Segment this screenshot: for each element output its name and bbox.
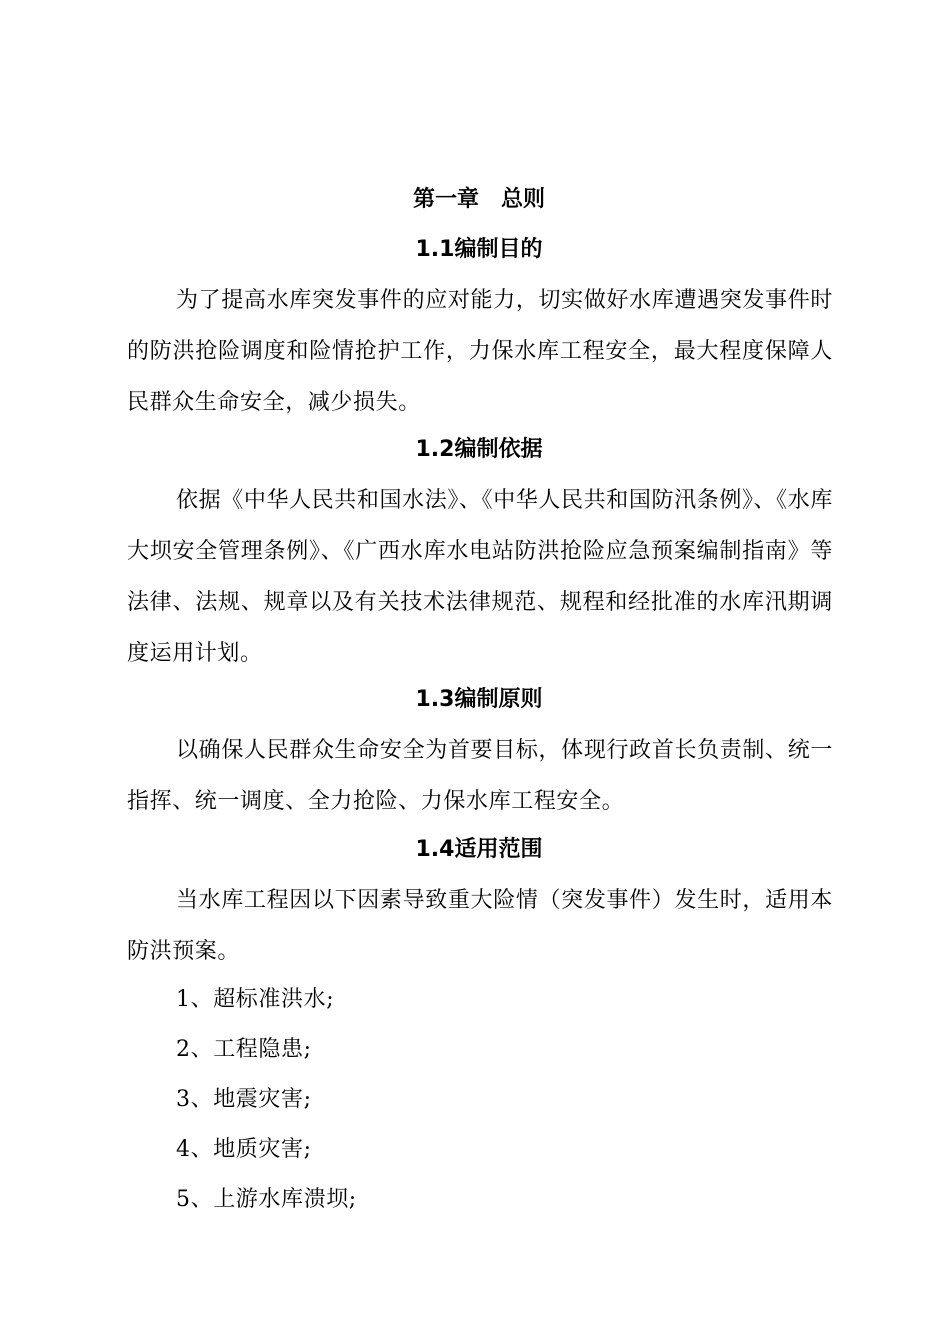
list-item: 2、工程隐患;: [176, 1037, 312, 1062]
section-paragraph-1-3: 以确保人民群众生命安全为首要目标，体现行政首长负责制、统一指挥、统一调度、全力抢险、力保水库工程安全。: [127, 738, 833, 814]
list-item: 4、地质灾害;: [176, 1137, 312, 1162]
list-item: 5、上游水库溃坝;: [176, 1187, 357, 1212]
list-item: 1、超标准洪水;: [176, 987, 335, 1012]
section-heading-1-3: 1.3编制原则: [415, 687, 543, 712]
list-item: 3、地震灾害;: [176, 1087, 312, 1112]
chapter-title: 第一章 总则: [412, 187, 545, 212]
section-paragraph-1-2: 依据《中华人民共和国水法》、《中华人民共和国防汛条例》、《水库大坝安全管理条例》、《广西水库水电站防洪抢险应急预案编制指南》等法律、法规、规章以及有关技术法律规范、规程和经批准的水库汛期调度运用计划。: [127, 488, 833, 666]
section-paragraph-1-4: 当水库工程因以下因素导致重大险情（突发事件）发生时，适用本防洪预案。: [127, 888, 833, 964]
section-heading-1-4: 1.4适用范围: [415, 837, 543, 862]
section-heading-1-1: 1.1编制目的: [415, 237, 543, 262]
section-heading-1-2: 1.2编制依据: [415, 437, 543, 462]
section-paragraph-1-1: 为了提高水库突发事件的应对能力，切实做好水库遭遇突发事件时的防洪抢险调度和险情抢护工作，力保水库工程安全，最大程度保障人民群众生命安全，减少损失。: [127, 288, 833, 415]
